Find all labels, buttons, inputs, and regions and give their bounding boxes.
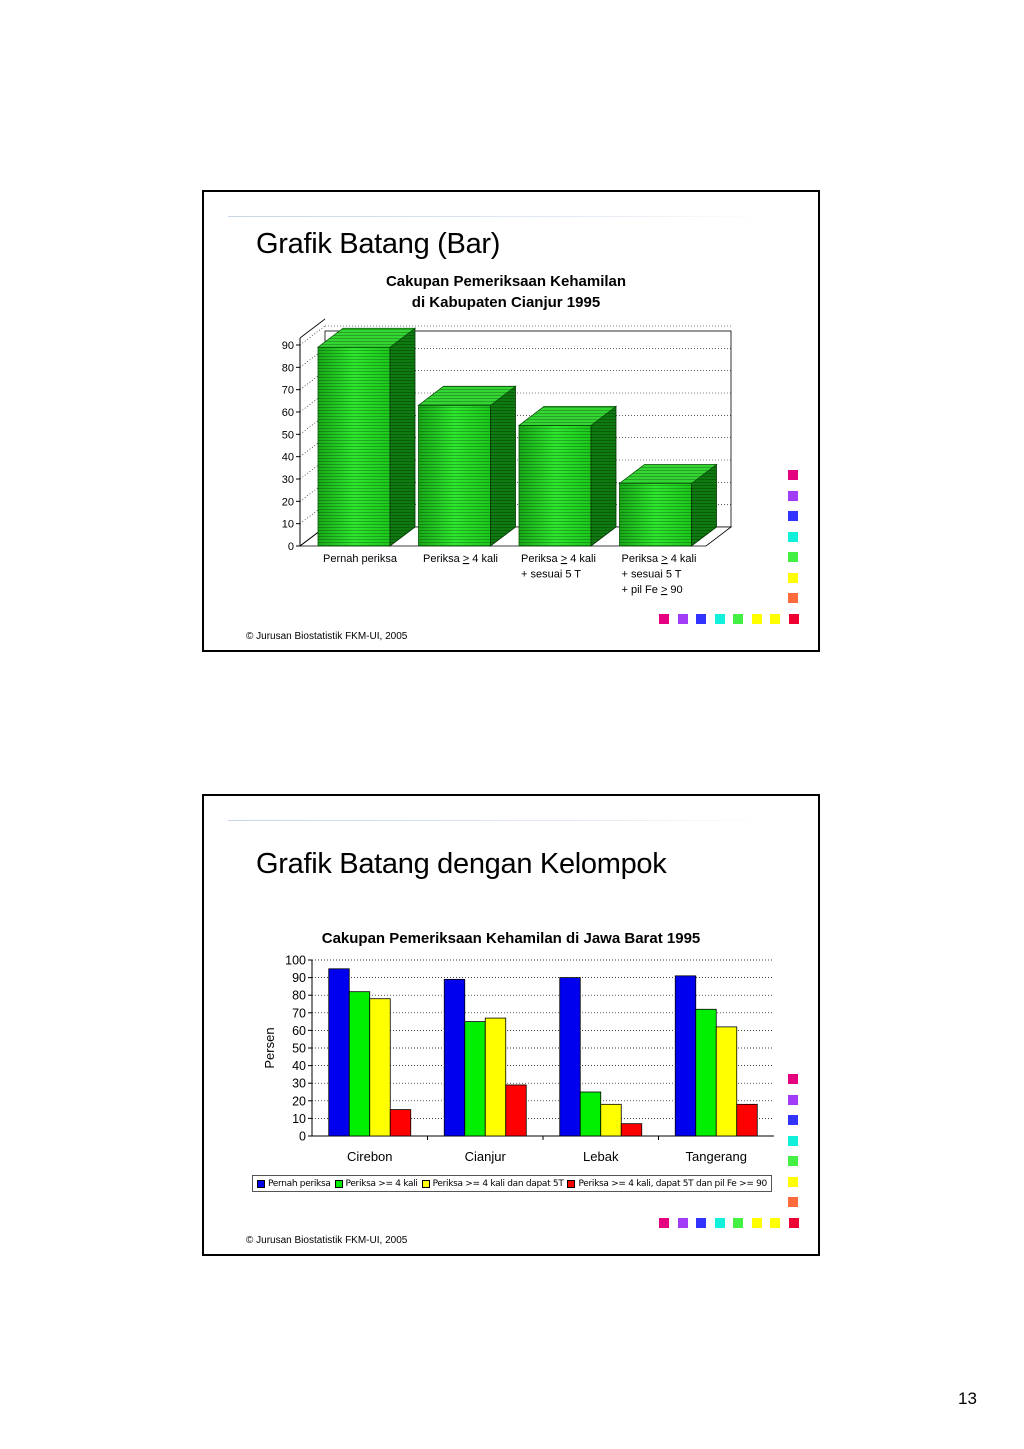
decor-square: [752, 1218, 762, 1228]
bar: [465, 1022, 486, 1136]
bar-front-hatch: [318, 347, 390, 546]
decor-square: [788, 470, 798, 480]
bar: [560, 978, 581, 1136]
bar-front-hatch: [419, 405, 491, 546]
bar: [444, 979, 465, 1136]
x-tick-label: Lebak: [583, 1149, 619, 1164]
y-tick-label: 80: [292, 988, 306, 1003]
y-tick-label: 80: [281, 362, 294, 375]
decor-square: [659, 1218, 669, 1228]
decor-square: [789, 1218, 799, 1228]
y-tick-label: 30: [281, 474, 294, 486]
decor-square: [788, 1177, 798, 1187]
legend-item: [567, 1179, 767, 1189]
legend-label: Periksa >= 4 kali: [345, 1178, 418, 1189]
x-tick-label: + pil Fe > 90: [621, 584, 683, 596]
y-tick-label: 70: [281, 384, 294, 397]
y-tick-label: 40: [292, 1059, 306, 1074]
chart-title: Cakupan Pemeriksaan Kehamilan: [385, 273, 627, 290]
bar: [737, 1104, 758, 1136]
legend-label: Pernah periksa: [267, 1178, 331, 1189]
x-tick-label: + sesuai 5 T: [621, 568, 682, 581]
decor-square: [770, 1218, 780, 1228]
decor-square: [788, 1197, 798, 1207]
bar: [620, 464, 717, 546]
bar-front-hatch: [519, 425, 591, 546]
bar-side-hatch: [390, 328, 415, 546]
y-tick-label: 90: [281, 340, 294, 352]
decor-square: [788, 1095, 798, 1105]
decor-square: [789, 614, 799, 624]
copyright: © Jurusan Biostatistik FKM-UI, 2005: [246, 1235, 408, 1246]
decor-square: [733, 614, 743, 624]
x-tick-label: Periksa > 4 kali: [423, 553, 498, 565]
x-tick-label: Tangerang: [685, 1149, 747, 1164]
bar: [329, 969, 350, 1136]
legend-label: Periksa >= 4 kali, dapat 5T dan pil Fe >= 90: [578, 1178, 767, 1189]
bar-side-hatch: [591, 406, 616, 546]
decor-square: [788, 1074, 798, 1084]
bar: [485, 1018, 506, 1136]
decor-square: [678, 614, 688, 624]
bar: [621, 1124, 642, 1136]
bar-front-hatch: [620, 483, 692, 546]
jawa-barat-grouped-bar-chart: [204, 796, 822, 1176]
decor-square: [788, 1156, 798, 1166]
x-tick-label: Periksa > 4 kali: [621, 553, 697, 565]
y-tick-label: 0: [287, 541, 294, 553]
x-tick-label: Pernah periksa: [323, 553, 397, 565]
bar: [318, 328, 415, 546]
legend-item: [422, 1179, 564, 1189]
bar: [696, 1009, 717, 1136]
x-tick-label: + sesuai 5 T: [521, 568, 582, 581]
legend-swatch: [567, 1180, 575, 1188]
bar: [601, 1104, 622, 1136]
bar: [519, 406, 616, 546]
y-tick-label: 60: [292, 1023, 306, 1038]
copyright: © Jurusan Biostatistik FKM-UI, 2005: [246, 631, 408, 642]
bar: [349, 992, 370, 1136]
bar: [580, 1092, 601, 1136]
decor-square: [770, 614, 780, 624]
decor-square: [788, 511, 798, 521]
bar: [716, 1027, 737, 1136]
chart-title: Cakupan Pemeriksaan Kehamilan di Jawa Barat 1995: [321, 930, 701, 947]
y-tick-label: 90: [292, 971, 306, 986]
page-number: 13: [958, 1389, 977, 1408]
bar: [390, 1110, 411, 1136]
decor-square: [788, 1136, 798, 1146]
decor-square: [659, 614, 669, 624]
cianjur-3d-bar-chart: [204, 192, 822, 622]
bar-side-hatch: [491, 386, 516, 546]
slide-grouped-bar-chart: [202, 794, 820, 1256]
decor-square: [788, 552, 798, 562]
y-axis-label: Persen: [262, 1027, 277, 1069]
y-tick-label: 50: [292, 1041, 306, 1056]
legend-label: Periksa >= 4 kali dan dapat 5T: [432, 1178, 564, 1189]
decor-square: [733, 1218, 743, 1228]
legend-swatch: [422, 1180, 430, 1188]
bar: [675, 976, 696, 1136]
decor-square: [788, 532, 798, 542]
legend-item: [335, 1179, 418, 1189]
y-tick-label: 10: [292, 1111, 306, 1126]
legend-swatch: [335, 1180, 343, 1188]
decor-square: [788, 1115, 798, 1125]
x-tick-label: Cirebon: [346, 1149, 393, 1164]
slide-title: Grafik Batang (Bar): [256, 228, 501, 260]
decor-square: [788, 573, 798, 583]
y-tick-label: 60: [281, 407, 294, 419]
y-tick-label: 20: [292, 1094, 306, 1109]
decor-square: [788, 491, 798, 501]
y-tick-label: 30: [292, 1076, 306, 1091]
y-tick-label: 20: [281, 496, 294, 509]
decor-square: [696, 1218, 706, 1228]
y-tick-label: 50: [281, 429, 294, 442]
y-tick-label: 40: [281, 451, 294, 464]
y-tick-label: 70: [292, 1006, 306, 1021]
decor-square: [678, 1218, 688, 1228]
bar: [419, 386, 516, 546]
slide-bar-chart: [202, 190, 820, 652]
chart-title: di Kabupaten Cianjur 1995: [411, 294, 601, 311]
x-tick-label: Cianjur: [464, 1149, 506, 1164]
legend-item: [257, 1179, 331, 1189]
x-tick-label: Periksa > 4 kali: [521, 553, 596, 565]
decor-square: [715, 614, 725, 624]
y-tick-label: 0: [299, 1129, 306, 1144]
y-tick-label: 100: [285, 953, 306, 968]
legend-swatch: [257, 1180, 265, 1188]
decor-square: [715, 1218, 725, 1228]
bar: [506, 1085, 527, 1136]
decor-square: [788, 593, 798, 603]
slide-title: Grafik Batang dengan Kelompok: [256, 848, 667, 880]
y-tick-label: 10: [281, 518, 294, 531]
decor-square: [752, 614, 762, 624]
bar: [370, 999, 391, 1136]
chart-legend: [252, 1175, 772, 1192]
decor-square: [696, 614, 706, 624]
